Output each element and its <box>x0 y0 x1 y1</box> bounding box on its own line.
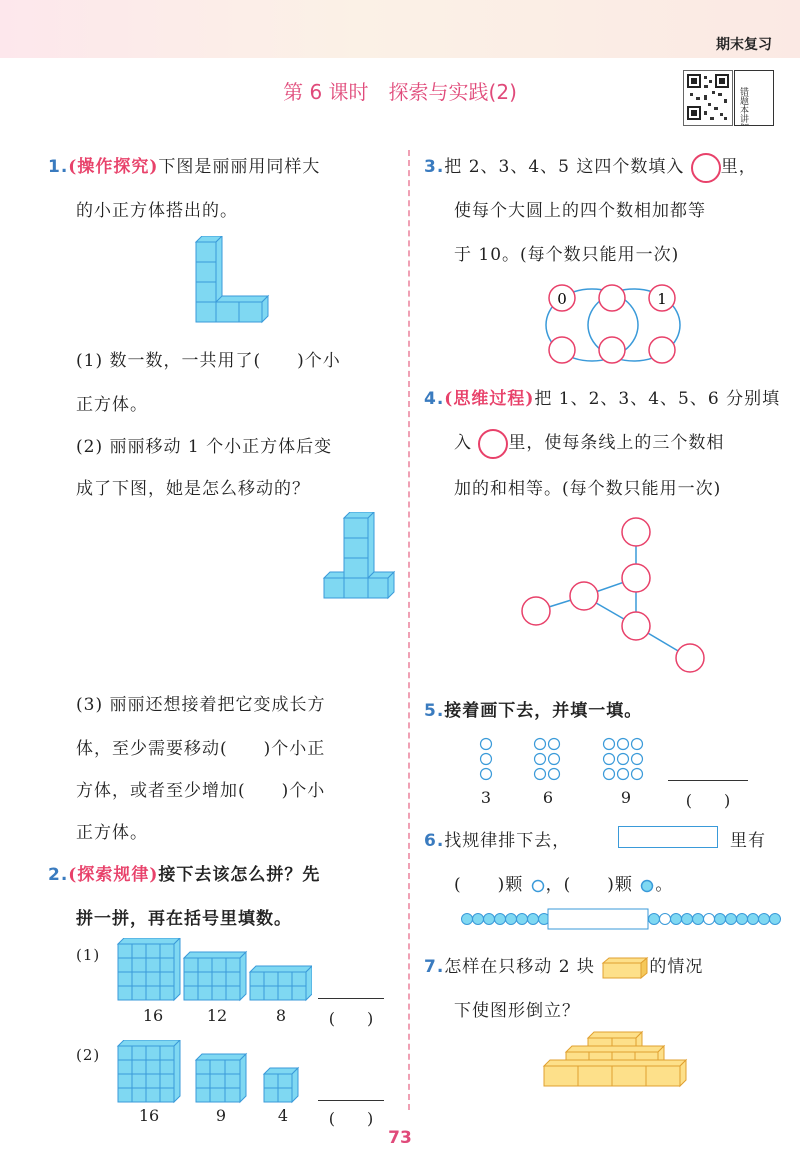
q2-row2-value-1: 16 <box>138 1106 160 1125</box>
q4-line-b <box>454 428 724 459</box>
q4-star-diagram <box>516 514 712 678</box>
q7-number: 7. <box>424 957 445 977</box>
q4-circle-slot[interactable] <box>676 644 704 672</box>
q1-p1-a: (1) 数一数，一共用了( )个小 <box>76 351 341 371</box>
q4-circle-slot[interactable] <box>622 518 650 546</box>
q4-tag: (思维过程) <box>444 389 535 409</box>
q6-text-a: 找规律排下去， <box>444 831 571 851</box>
q2-row2-value-3: 4 <box>277 1106 289 1125</box>
circle-icon <box>478 429 508 459</box>
q2-line-a <box>48 860 320 885</box>
q3-number: 3. <box>424 157 445 177</box>
q6-text-b2: ，( )颗 <box>545 875 633 895</box>
page-title: 第 6 课时 探索与实践(2) <box>283 80 517 104</box>
column-divider <box>408 150 410 1110</box>
page-number: 73 <box>388 1128 412 1148</box>
q3-given-right: 1 <box>657 290 667 308</box>
q5-dot-patterns <box>476 736 656 784</box>
q7-text-b: 下使图形倒立？ <box>454 1001 580 1021</box>
q5-line <box>424 696 642 721</box>
q6-text-b3: 。 <box>655 875 674 895</box>
q2-row2-answer-line[interactable] <box>318 1100 384 1101</box>
q1-p3-a: (3) 丽丽还想接着把它变成长方 <box>76 695 326 715</box>
q3-line-a <box>424 152 757 183</box>
q4-circle-slot[interactable] <box>522 597 550 625</box>
q1-p3-d: 正方体。 <box>76 823 148 843</box>
q5-answer-line[interactable] <box>668 780 748 781</box>
q6-bead-row <box>460 908 782 930</box>
q1-tag: (操作探究) <box>68 157 159 177</box>
q1-p3-c: 方体，或者至少增加( )个小 <box>76 781 326 801</box>
q5-value-3: 9 <box>620 788 632 807</box>
hollow-bead-icon <box>530 878 546 894</box>
q4-text-a: 把 1、2、3、4、5、6 分别填 <box>534 389 781 409</box>
q4-circle-slot[interactable] <box>622 564 650 592</box>
q2-row2-answer[interactable]: ( ) <box>328 1109 374 1128</box>
q2-row1-figures <box>112 938 312 1002</box>
q3-text-a: 把 2、3、4、5 这四个数填入 <box>444 157 685 177</box>
q2-row2-label: (2) <box>76 1046 101 1064</box>
q5-number: 5. <box>424 701 445 721</box>
q3-circle-slot[interactable] <box>649 337 675 363</box>
q2-tag: (探索规律) <box>68 865 159 885</box>
q5-answer[interactable]: ( ) <box>685 791 731 810</box>
q1-number: 1. <box>48 157 69 177</box>
q3-circle-slot[interactable] <box>549 337 575 363</box>
q6-line-b <box>454 870 673 895</box>
filled-bead-icon <box>639 878 655 894</box>
q5-text: 接着画下去，并填一填。 <box>444 701 643 721</box>
q1-text-b: 的小正方体搭出的。 <box>76 201 238 221</box>
q1-figure-moved-shape <box>320 512 398 602</box>
q6-blank-box[interactable] <box>618 826 718 848</box>
q4-number: 4. <box>424 389 445 409</box>
q4-text-c: 加的和相等。(每个数只能用一次) <box>454 479 722 499</box>
q2-row2-figures <box>112 1040 312 1104</box>
circle-icon <box>691 153 721 183</box>
q1-p1-b: 正方体。 <box>76 395 148 415</box>
section-tag: 期末复习 <box>716 37 772 53</box>
qr-label <box>734 70 774 126</box>
brick-icon <box>601 957 649 979</box>
q3-circle-diagram <box>538 282 688 368</box>
q2-row1-value-3: 8 <box>275 1006 287 1025</box>
q5-value-2: 6 <box>542 788 554 807</box>
q6-text-a2: 里有 <box>730 831 766 851</box>
q4-text-b2: 里，使每条线上的三个数相 <box>508 433 725 453</box>
qr-label-text-col1: 错题本讲解视频 <box>738 87 748 125</box>
q3-text-b: 使每个大圆上的四个数相加都等 <box>454 201 706 221</box>
q2-row1-answer[interactable]: ( ) <box>328 1009 374 1028</box>
q7-line-a <box>424 952 703 979</box>
q4-line-a <box>424 384 780 409</box>
q3-text-a2: 里， <box>720 157 757 177</box>
q3-circle-slot[interactable] <box>599 285 625 311</box>
q2-row1-label: (1) <box>76 946 101 964</box>
q1-line-a <box>48 152 320 177</box>
q1-p2-a: (2) 丽丽移动 1 个小正方体后变 <box>76 437 333 457</box>
top-band <box>0 0 800 58</box>
q2-row1-value-2: 12 <box>206 1006 228 1025</box>
q4-text-b1: 入 <box>454 433 472 453</box>
q2-number: 2. <box>48 865 69 885</box>
qr-code-icon[interactable] <box>683 70 733 126</box>
q2-text-b: 拼一拼，再在括号里填数。 <box>76 909 292 929</box>
q1-p3-b: 体，至少需要移动( )个小正 <box>76 739 326 759</box>
q7-text-a2: 的情况 <box>649 957 704 977</box>
q2-row1-answer-line[interactable] <box>318 998 384 999</box>
q4-circle-slot[interactable] <box>622 612 650 640</box>
q3-given-left: 0 <box>557 290 567 308</box>
q5-value-1: 3 <box>480 788 492 807</box>
q1-text-a: 下图是丽丽用同样大 <box>158 157 321 177</box>
q2-row1-value-1: 16 <box>142 1006 164 1025</box>
q4-circle-slot[interactable] <box>570 582 598 610</box>
q2-text-a: 接下去该怎么拼？先 <box>158 865 321 885</box>
q7-text-a: 怎样在只移动 2 块 <box>444 957 595 977</box>
q6-number: 6. <box>424 831 445 851</box>
q1-figure-l-shape <box>190 236 272 328</box>
q6-text-b1: ( )颗 <box>454 875 524 895</box>
q6-line-a <box>424 826 570 851</box>
q2-row2-value-2: 9 <box>215 1106 227 1125</box>
q1-p2-b: 成了下图，她是怎么移动的？ <box>76 479 310 499</box>
q3-circle-slot[interactable] <box>599 337 625 363</box>
q7-brick-pyramid <box>540 1030 692 1090</box>
q3-text-c: 于 10。(每个数只能用一次) <box>454 245 680 265</box>
